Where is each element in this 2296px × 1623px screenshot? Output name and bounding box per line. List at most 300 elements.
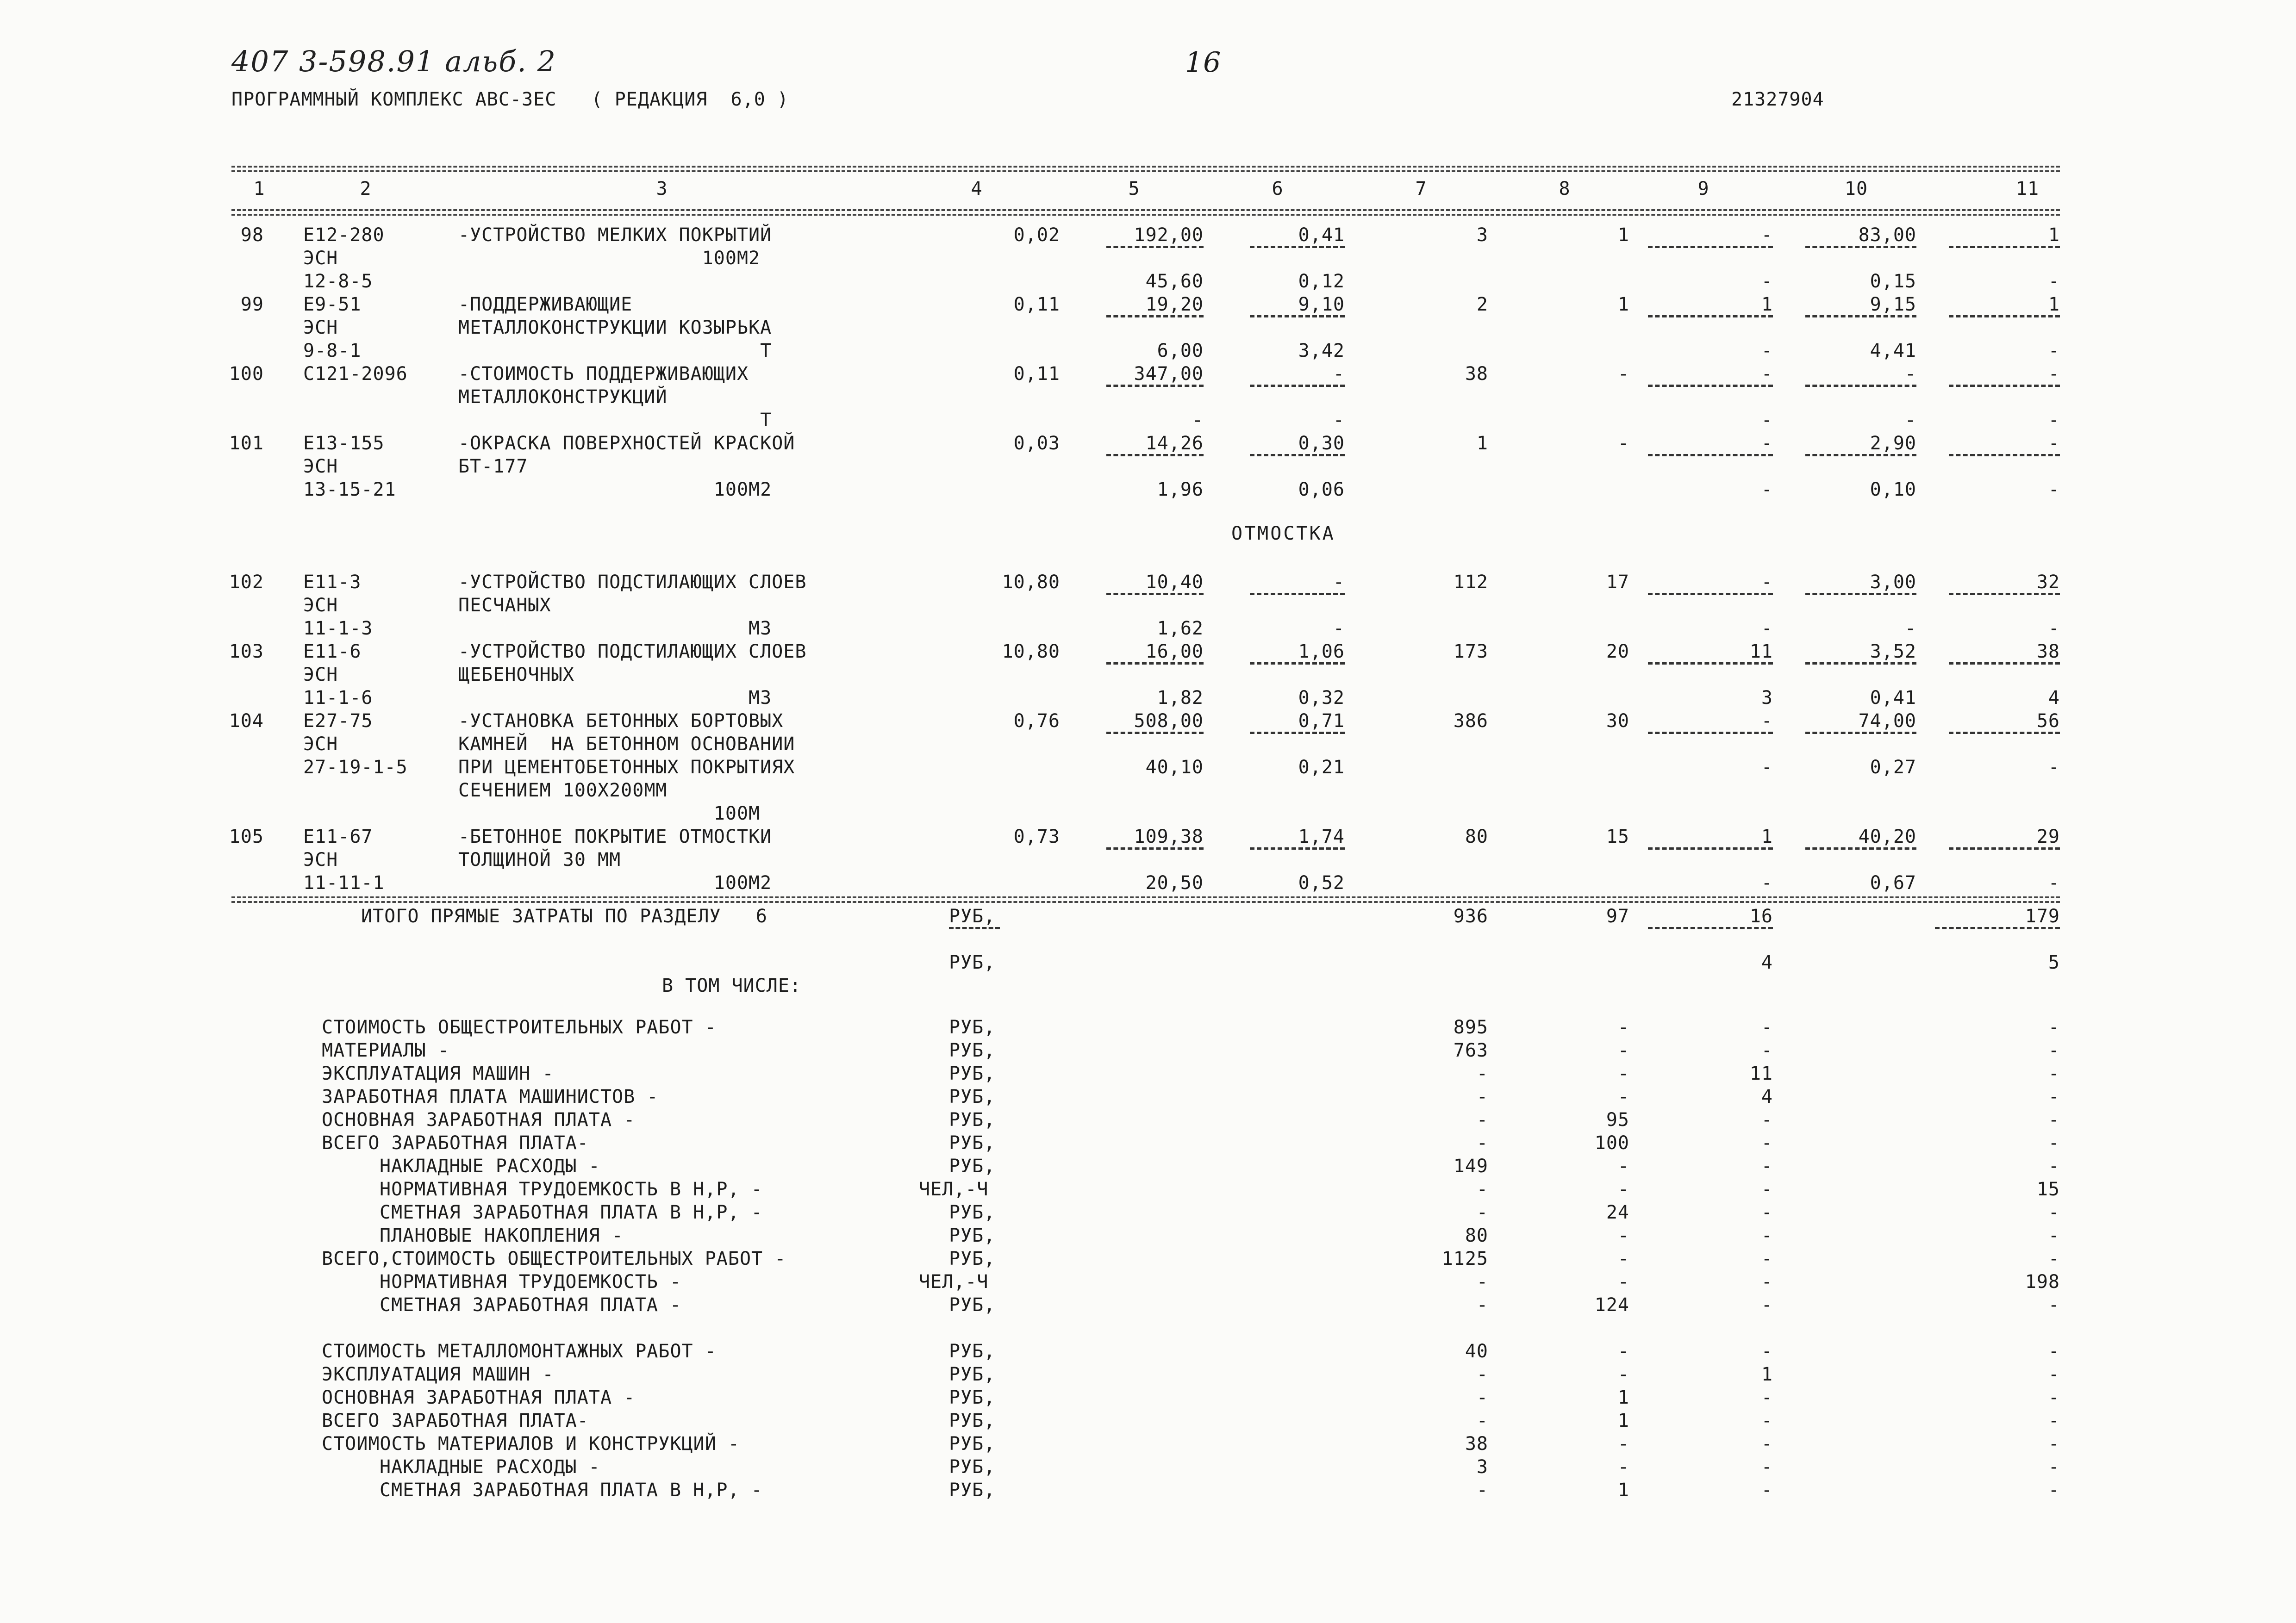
breakdown-c11: - [2048, 1294, 2060, 1316]
cell-c10: 4,41 [1870, 340, 1916, 361]
breakdown-label: СТОИМОСТЬ МАТЕРИАЛОВ И КОНСТРУКЦИЙ - [322, 1433, 740, 1455]
cell-c8: 15 [1606, 826, 1629, 847]
cell-c5: 347,00 [1134, 363, 1204, 385]
cell-c5: 109,38 [1134, 826, 1204, 847]
cell-c11: - [2048, 433, 2060, 454]
breakdown-unit: РУБ, [949, 1433, 996, 1455]
breakdown-c11: - [2048, 1086, 2060, 1107]
breakdown-unit: РУБ, [949, 1294, 996, 1316]
cell-c7: 38 [1465, 363, 1488, 385]
cell-c9: 11 [1749, 641, 1773, 662]
breakdown-c7: - [1476, 1086, 1488, 1107]
subrule-c10 [1805, 315, 1916, 317]
breakdown-c7: - [1476, 1109, 1488, 1131]
cell-c11: 32 [2036, 572, 2060, 593]
cell-c2: Е11-6 [303, 641, 362, 662]
breakdown-label: СМЕТНАЯ ЗАРАБОТНАЯ ПЛАТА В Н,Р, - [380, 1202, 763, 1223]
cell-c11: - [2048, 363, 2060, 385]
cell-c11: 4 [2048, 687, 2060, 709]
cell-c11: - [2048, 757, 2060, 778]
subrule-c10 [1805, 246, 1916, 248]
table-header-rule-2 [231, 214, 2060, 216]
subrule-c10 [1805, 385, 1916, 387]
cell-c3: 100М2 [458, 872, 772, 894]
cell-c3: Т [458, 340, 772, 361]
subrule-c11 [1949, 315, 2060, 317]
breakdown-label: НОРМАТИВНАЯ ТРУДОЕМКОСТЬ В Н,Р, - [380, 1179, 763, 1200]
subrule-c9 [1648, 315, 1773, 317]
total-c9-rule [1648, 927, 1773, 929]
breakdown-c7: 763 [1453, 1040, 1488, 1061]
cell-c2: 11-1-6 [303, 687, 373, 709]
subrule-c6 [1250, 246, 1345, 248]
cell-c1: 99 [240, 294, 264, 315]
cell-c5: 1,62 [1157, 618, 1204, 639]
cell-c2: Е11-67 [303, 826, 373, 847]
subrule-c9 [1648, 847, 1773, 850]
cell-c10: 74,00 [1858, 710, 1916, 732]
column-header-10: 10 [1844, 178, 1868, 199]
subrule-c11 [1949, 847, 2060, 850]
breakdown-label: НАКЛАДНЫЕ РАСХОДЫ - [380, 1456, 600, 1478]
cell-c11: 56 [2036, 710, 2060, 732]
cell-c9: - [1761, 363, 1773, 385]
cell-c4: 10,80 [1002, 641, 1060, 662]
cell-c10: 9,15 [1870, 294, 1916, 315]
cell-c11: 1 [2048, 224, 2060, 246]
breakdown-c8: - [1617, 1179, 1629, 1200]
breakdown-c9: - [1761, 1156, 1773, 1177]
cell-c3: -УСТРОЙСТВО ПОДСТИЛАЮЩИХ СЛОЕВ [458, 572, 807, 593]
table-header-rule [231, 209, 2060, 211]
subrule-c5 [1106, 847, 1204, 850]
cell-c5: 45,60 [1145, 271, 1204, 292]
cell-c10: 0,10 [1870, 479, 1916, 500]
cell-c4: 0,03 [1013, 433, 1060, 454]
handwritten-reference: 407 3-598.91 альб. 2 [231, 44, 556, 78]
breakdown-label: ВСЕГО ЗАРАБОТНАЯ ПЛАТА- [322, 1132, 589, 1154]
breakdown-label: СТОИМОСТЬ ОБЩЕСТРОИТЕЛЬНЫХ РАБОТ - [322, 1017, 717, 1038]
subrule-c9 [1648, 732, 1773, 734]
breakdown-c8: 124 [1594, 1294, 1629, 1316]
breakdown-label: СМЕТНАЯ ЗАРАБОТНАЯ ПЛАТА - [380, 1294, 682, 1316]
breakdown-c9: - [1761, 1387, 1773, 1408]
totals-rule-2 [231, 901, 2060, 903]
cell-c7: 112 [1453, 572, 1488, 593]
breakdown-c11: - [2048, 1410, 2060, 1431]
column-header-4: 4 [971, 178, 983, 199]
breakdown-c8: 1 [1617, 1387, 1629, 1408]
subrule-c10 [1805, 662, 1916, 665]
breakdown-unit: РУБ, [949, 1410, 996, 1431]
cell-c11: 29 [2036, 826, 2060, 847]
cell-c7: 1 [1476, 433, 1488, 454]
cell-c2: 11-11-1 [303, 872, 385, 894]
cell-c1: 103 [229, 641, 264, 662]
breakdown-label: ОСНОВНАЯ ЗАРАБОТНАЯ ПЛАТА - [322, 1109, 636, 1131]
breakdown-unit: РУБ, [949, 1109, 996, 1131]
cell-c7: 386 [1453, 710, 1488, 732]
cell-c6: 1,06 [1298, 641, 1345, 662]
breakdown-c8: - [1617, 1017, 1629, 1038]
including-label: В ТОМ ЧИСЛЕ: [662, 975, 801, 996]
cell-c9: - [1761, 224, 1773, 246]
cell-c3: ПЕСЧАНЫХ [458, 595, 551, 616]
cell-c10: 2,90 [1870, 433, 1916, 454]
subrule-c5 [1106, 385, 1204, 387]
cell-c9: - [1761, 757, 1773, 778]
breakdown-c7: 149 [1453, 1156, 1488, 1177]
breakdown-c11: - [2048, 1040, 2060, 1061]
cell-c6: - [1333, 572, 1345, 593]
total-direct-c7: 936 [1453, 906, 1488, 927]
cell-c8: 20 [1606, 641, 1629, 662]
cell-c11: - [2048, 618, 2060, 639]
cell-c7: 173 [1453, 641, 1488, 662]
breakdown-c8: 95 [1606, 1109, 1629, 1131]
cell-c3: М3 [458, 687, 772, 709]
breakdown-c7: - [1476, 1294, 1488, 1316]
cell-c2: Е12-280 [303, 224, 385, 246]
subrule-c6 [1250, 593, 1345, 595]
breakdown-c8: - [1617, 1156, 1629, 1177]
cell-c10: - [1904, 410, 1916, 431]
breakdown-unit: РУБ, [949, 1456, 996, 1478]
breakdown-c7: - [1476, 1132, 1488, 1154]
breakdown-label: СТОИМОСТЬ МЕТАЛЛОМОНТАЖНЫХ РАБОТ - [322, 1341, 717, 1362]
cell-c1: 100 [229, 363, 264, 385]
subrule-c11 [1949, 454, 2060, 456]
cell-c2: ЭСН [303, 664, 338, 685]
cell-c2: 9-8-1 [303, 340, 362, 361]
breakdown-c8: 1 [1617, 1480, 1629, 1501]
cell-c8: 1 [1617, 224, 1629, 246]
subrule-c5 [1106, 454, 1204, 456]
cell-c3: КАМНЕЙ НА БЕТОННОМ ОСНОВАНИИ [458, 734, 795, 755]
program-header: ПРОГРАММНЫЙ КОМПЛЕКС АВС-3ЕС ( РЕДАКЦИЯ 6,0 ) [231, 89, 789, 110]
cell-c9: - [1761, 271, 1773, 292]
cell-c1: 101 [229, 433, 264, 454]
column-header-6: 6 [1272, 178, 1284, 199]
cell-c6: 1,74 [1298, 826, 1345, 847]
breakdown-label: ПЛАНОВЫЕ НАКОПЛЕНИЯ - [380, 1225, 624, 1246]
breakdown-c8: 24 [1606, 1202, 1629, 1223]
cell-c5: 10,40 [1145, 572, 1204, 593]
cell-c1: 104 [229, 710, 264, 732]
breakdown-c8: - [1617, 1271, 1629, 1293]
subrule-c11 [1949, 246, 2060, 248]
breakdown-unit: РУБ, [949, 1248, 996, 1269]
subrule-c5 [1106, 593, 1204, 595]
cell-c6: 0,32 [1298, 687, 1345, 709]
breakdown-c8: - [1617, 1341, 1629, 1362]
cell-c2: ЭСН [303, 248, 338, 269]
cell-c7: 80 [1465, 826, 1488, 847]
breakdown-c9: - [1761, 1248, 1773, 1269]
breakdown-unit: РУБ, [949, 1132, 996, 1154]
cell-c7: 2 [1476, 294, 1488, 315]
subrule-c9 [1648, 454, 1773, 456]
subrule-c9 [1648, 593, 1773, 595]
cell-c9: - [1761, 479, 1773, 500]
subrule-c10 [1805, 847, 1916, 850]
column-header-8: 8 [1559, 178, 1571, 199]
breakdown-c9: - [1761, 1480, 1773, 1501]
cell-c5: 40,10 [1145, 757, 1204, 778]
cell-c3: -СТОИМОСТЬ ПОДДЕРЖИВАЮЩИХ [458, 363, 749, 385]
cell-c3: 100М2 [458, 479, 772, 500]
cell-c1: 105 [229, 826, 264, 847]
breakdown-unit: РУБ, [949, 1040, 996, 1061]
breakdown-unit: РУБ, [949, 1063, 996, 1084]
breakdown-c8: 1 [1617, 1410, 1629, 1431]
cell-c3: 100М [458, 803, 761, 824]
cell-c3: МЕТАЛЛОКОНСТРУКЦИЙ [458, 386, 668, 408]
subrule-c5 [1106, 315, 1204, 317]
cell-c2: ЭСН [303, 456, 338, 477]
subrule-c6 [1250, 847, 1345, 850]
breakdown-label: ВСЕГО ЗАРАБОТНАЯ ПЛАТА- [322, 1410, 589, 1431]
breakdown-c11: - [2048, 1202, 2060, 1223]
cell-c5: - [1192, 410, 1204, 431]
cell-c11: - [2048, 872, 2060, 894]
table-top-rule [231, 166, 2060, 168]
breakdown-c7: 40 [1465, 1341, 1488, 1362]
cell-c9: - [1761, 572, 1773, 593]
cell-c3: ТОЛЩИНОЙ 30 ММ [458, 849, 621, 871]
breakdown-c8: - [1617, 1456, 1629, 1478]
cell-c10: 3,00 [1870, 572, 1916, 593]
section-title: ОТМОСТКА [1231, 523, 1335, 544]
page-number: 16 [1185, 46, 1222, 79]
total-second-c11: 5 [2048, 952, 2060, 973]
cell-c8: 30 [1606, 710, 1629, 732]
breakdown-c11: - [2048, 1132, 2060, 1154]
cell-c9: 3 [1761, 687, 1773, 709]
cell-c2: ЭСН [303, 849, 338, 871]
cell-c5: 16,00 [1145, 641, 1204, 662]
cell-c5: 19,20 [1145, 294, 1204, 315]
total-direct-c11: 179 [2025, 906, 2060, 927]
breakdown-c7: - [1476, 1480, 1488, 1501]
cell-c3: -УСТРОЙСТВО МЕЛКИХ ПОКРЫТИЙ [458, 224, 772, 246]
cell-c10: 0,67 [1870, 872, 1916, 894]
subrule-c5 [1106, 732, 1204, 734]
total-direct-unit: РУБ, [949, 906, 996, 927]
breakdown-unit: РУБ, [949, 1086, 996, 1107]
cell-c5: 6,00 [1157, 340, 1204, 361]
subrule-c5 [1106, 246, 1204, 248]
subrule-c9 [1648, 246, 1773, 248]
breakdown-unit: РУБ, [949, 1156, 996, 1177]
cell-c3: М3 [458, 618, 772, 639]
cell-c9: - [1761, 710, 1773, 732]
breakdown-c11: - [2048, 1433, 2060, 1455]
cell-c10: 0,15 [1870, 271, 1916, 292]
breakdown-c8: 100 [1594, 1132, 1629, 1154]
cell-c2: 13-15-21 [303, 479, 396, 500]
breakdown-c8: - [1617, 1225, 1629, 1246]
breakdown-c7: 3 [1476, 1456, 1488, 1478]
cell-c8: 17 [1606, 572, 1629, 593]
breakdown-c7: 38 [1465, 1433, 1488, 1455]
breakdown-label: ВСЕГО,СТОИМОСТЬ ОБЩЕСТРОИТЕЛЬНЫХ РАБОТ - [322, 1248, 786, 1269]
breakdown-unit: РУБ, [949, 1364, 996, 1385]
cell-c5: 14,26 [1145, 433, 1204, 454]
cell-c9: - [1761, 872, 1773, 894]
subrule-c9 [1648, 385, 1773, 387]
breakdown-c9: - [1761, 1132, 1773, 1154]
subrule-c10 [1805, 454, 1916, 456]
cell-c3: -ОКРАСКА ПОВЕРХНОСТЕЙ КРАСКОЙ [458, 433, 795, 454]
cell-c4: 0,73 [1013, 826, 1060, 847]
breakdown-unit: ЧЕЛ,-Ч [919, 1179, 989, 1200]
subrule-c6 [1250, 315, 1345, 317]
cell-c3: -УСТАНОВКА БЕТОННЫХ БОРТОВЫХ [458, 710, 784, 732]
breakdown-c9: - [1761, 1109, 1773, 1131]
subrule-c11 [1949, 593, 2060, 595]
cell-c10: 0,27 [1870, 757, 1916, 778]
cell-c3: -ПОДДЕРЖИВАЮЩИЕ [458, 294, 633, 315]
subrule-c9 [1648, 662, 1773, 665]
breakdown-c11: - [2048, 1017, 2060, 1038]
cell-c6: 9,10 [1298, 294, 1345, 315]
breakdown-c11: - [2048, 1156, 2060, 1177]
cell-c6: - [1333, 363, 1345, 385]
breakdown-c11: - [2048, 1225, 2060, 1246]
cell-c3: ЩЕБЕНОЧНЫХ [458, 664, 574, 685]
breakdown-c11: 198 [2025, 1271, 2060, 1293]
subrule-c11 [1949, 732, 2060, 734]
breakdown-unit: РУБ, [949, 1202, 996, 1223]
total-direct-c9: 16 [1749, 906, 1773, 927]
cell-c9: - [1761, 410, 1773, 431]
cell-c10: - [1904, 618, 1916, 639]
breakdown-c11: - [2048, 1480, 2060, 1501]
breakdown-label: СМЕТНАЯ ЗАРАБОТНАЯ ПЛАТА В Н,Р, - [380, 1480, 763, 1501]
cell-c2: Е9-51 [303, 294, 362, 315]
cell-c10: 40,20 [1858, 826, 1916, 847]
cell-c8: 1 [1617, 294, 1629, 315]
cell-c8: - [1617, 433, 1629, 454]
breakdown-c7: - [1476, 1271, 1488, 1293]
total-direct-c8: 97 [1606, 906, 1629, 927]
breakdown-c7: - [1476, 1179, 1488, 1200]
cell-c5: 1,82 [1157, 687, 1204, 709]
cell-c6: 0,12 [1298, 271, 1345, 292]
cell-c2: ЭСН [303, 734, 338, 755]
cell-c10: 83,00 [1858, 224, 1916, 246]
cell-c3: БТ-177 [458, 456, 528, 477]
total-unit-rule [949, 927, 1000, 929]
cell-c2: 12-8-5 [303, 271, 373, 292]
cell-c10: 0,41 [1870, 687, 1916, 709]
cell-c9: 1 [1761, 826, 1773, 847]
column-header-7: 7 [1415, 178, 1427, 199]
cell-c4: 0,02 [1013, 224, 1060, 246]
cell-c8: - [1617, 363, 1629, 385]
breakdown-c9: - [1761, 1271, 1773, 1293]
cell-c6: 0,52 [1298, 872, 1345, 894]
breakdown-c11: - [2048, 1456, 2060, 1478]
cell-c6: 0,41 [1298, 224, 1345, 246]
total-c11-rule [1935, 927, 2060, 929]
cell-c5: 1,96 [1157, 479, 1204, 500]
cell-c5: 508,00 [1134, 710, 1204, 732]
breakdown-label: ЗАРАБОТНАЯ ПЛАТА МАШИНИСТОВ - [322, 1086, 659, 1107]
cell-c3: МЕТАЛЛОКОНСТРУКЦИИ КОЗЫРЬКА [458, 317, 772, 338]
breakdown-c7: - [1476, 1063, 1488, 1084]
cell-c4: 0,11 [1013, 294, 1060, 315]
breakdown-label: НАКЛАДНЫЕ РАСХОДЫ - [380, 1156, 600, 1177]
cell-c3: ПРИ ЦЕМЕНТОБЕТОННЫХ ПОКРЫТИЯХ [458, 757, 795, 778]
breakdown-c11: - [2048, 1364, 2060, 1385]
cell-c10: 3,52 [1870, 641, 1916, 662]
breakdown-c9: - [1761, 1179, 1773, 1200]
cell-c10: - [1904, 363, 1916, 385]
cell-c11: - [2048, 479, 2060, 500]
subrule-c6 [1250, 732, 1345, 734]
breakdown-c11: - [2048, 1109, 2060, 1131]
breakdown-c7: 80 [1465, 1225, 1488, 1246]
breakdown-label: ОСНОВНАЯ ЗАРАБОТНАЯ ПЛАТА - [322, 1387, 636, 1408]
cell-c11: 38 [2036, 641, 2060, 662]
cell-c11: - [2048, 410, 2060, 431]
breakdown-c9: - [1761, 1410, 1773, 1431]
breakdown-c8: - [1617, 1248, 1629, 1269]
breakdown-c9: - [1761, 1225, 1773, 1246]
breakdown-c9: 4 [1761, 1086, 1773, 1107]
column-header-1: 1 [253, 178, 265, 199]
column-header-5: 5 [1128, 178, 1140, 199]
column-header-2: 2 [360, 178, 372, 199]
breakdown-c11: - [2048, 1248, 2060, 1269]
subrule-c11 [1949, 385, 2060, 387]
cell-c2: С121-2096 [303, 363, 408, 385]
cell-c6: - [1333, 618, 1345, 639]
breakdown-c11: 15 [2036, 1179, 2060, 1200]
breakdown-c7: - [1476, 1410, 1488, 1431]
subrule-c10 [1805, 593, 1916, 595]
breakdown-label: НОРМАТИВНАЯ ТРУДОЕМКОСТЬ - [380, 1271, 682, 1293]
cell-c3: -УСТРОЙСТВО ПОДСТИЛАЮЩИХ СЛОЕВ [458, 641, 807, 662]
breakdown-c8: - [1617, 1063, 1629, 1084]
breakdown-c7: - [1476, 1387, 1488, 1408]
cell-c11: 1 [2048, 294, 2060, 315]
cell-c2: Е13-155 [303, 433, 385, 454]
subrule-c5 [1106, 662, 1204, 665]
cell-c6: 0,71 [1298, 710, 1345, 732]
breakdown-unit: РУБ, [949, 1387, 996, 1408]
cell-c3: -БЕТОННОЕ ПОКРЫТИЕ ОТМОСТКИ [458, 826, 772, 847]
total-direct-label: ИТОГО ПРЯМЫЕ ЗАТРАТЫ ПО РАЗДЕЛУ 6 [361, 906, 767, 927]
column-header-3: 3 [656, 178, 668, 199]
breakdown-c8: - [1617, 1433, 1629, 1455]
totals-rule [231, 896, 2060, 898]
subrule-c10 [1805, 732, 1916, 734]
breakdown-c7: - [1476, 1364, 1488, 1385]
breakdown-label: ЭКСПЛУАТАЦИЯ МАШИН - [322, 1364, 554, 1385]
cell-c4: 0,76 [1013, 710, 1060, 732]
cell-c2: 27-19-1-5 [303, 757, 408, 778]
breakdown-c9: - [1761, 1433, 1773, 1455]
breakdown-label: МАТЕРИАЛЫ - [322, 1040, 449, 1061]
cell-c3: Т [458, 410, 772, 431]
cell-c1: 102 [229, 572, 264, 593]
breakdown-unit: РУБ, [949, 1225, 996, 1246]
cell-c6: - [1333, 410, 1345, 431]
breakdown-c9: - [1761, 1040, 1773, 1061]
